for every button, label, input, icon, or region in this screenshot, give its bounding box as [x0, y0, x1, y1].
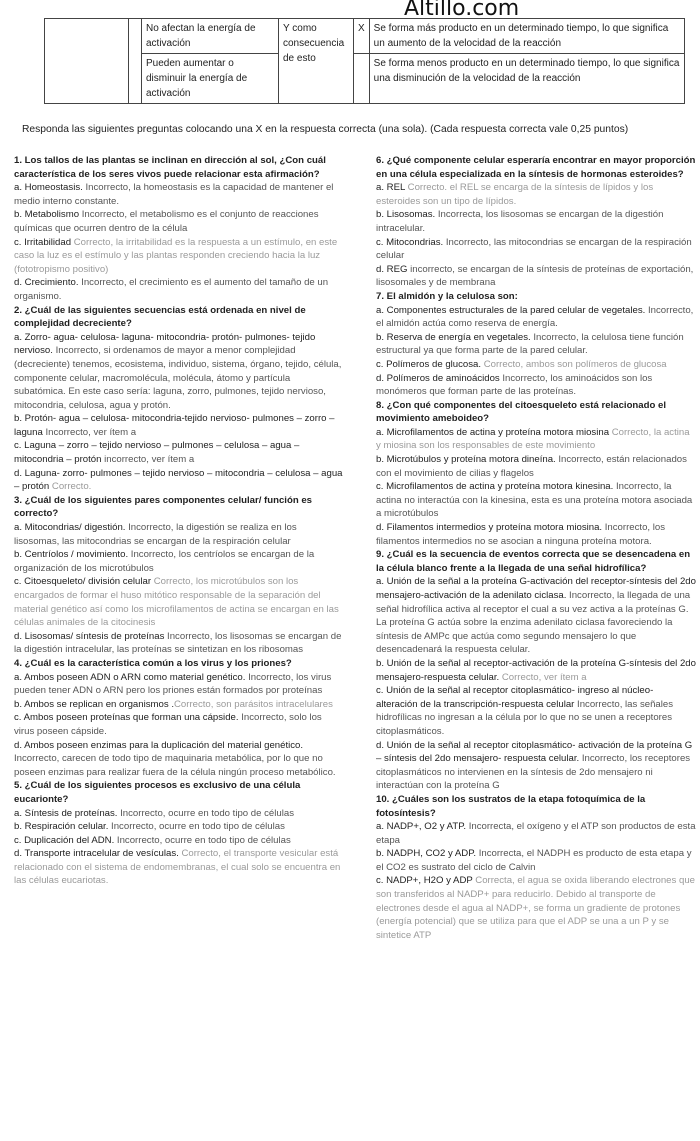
- incorrect-feedback: Incorrecta, el oxígeno y el ATP son productos de esta etapa: [376, 821, 696, 846]
- correct-feedback: Correcto, los microtúbulos son los encargados de formar el huso mitótico responsable de la separación del material genético así como los microfilamentos de actina se encargan en las células animales de la citocinesis: [14, 576, 339, 629]
- option-label: c. Microfilamentos de actina y proteína motora kinesina.: [376, 481, 614, 493]
- incorrect-feedback: Incorrecto, la llegada de una señal hidrofílica activa al receptor el cual a su vez activa a la proteínas G. La proteína G actúa sobre la enzima adenilato ciclasa favoreciendo la síntesis de AMPc que actúa como segundo mensajero lo que desencadenará la respuesta celular.: [376, 590, 691, 656]
- incorrect-feedback: Incorrecto, si ordenamos de mayor a menor complejidad (decreciente) tenemos, ecosistema, individuo, sistema, órgano, tejido, célula, componente celular, macromolécula, molécula, átomo y partícula subatómica. En este caso sería: laguna, zorro, pulmones, tejido nervioso, mitocondria, celulosa, agua y protón.: [14, 345, 342, 411]
- option-label: d. Ambos poseen enzimas para la duplicación del material genético.: [14, 739, 304, 751]
- option-label: a. Zorro- agua- celulosa- laguna- mitocondria- protón- pulmones- tejido nervioso.: [14, 331, 316, 357]
- option-label: b. Respiración celular.: [14, 821, 109, 833]
- option-label: d. Crecimiento.: [14, 277, 79, 289]
- option-label: a. REL: [376, 182, 405, 194]
- incorrect-feedback: incorrecto, se encargan de la síntesis de proteínas de exportación, lisosomales y de membrana: [376, 263, 694, 289]
- option-label: b. Protón- agua – celulosa- mitocondria-tejido nervioso- pulmones – zorro – laguna: [14, 413, 335, 438]
- incorrect-feedback: Incorrecto, la homeostasis es la capacidad de mantener el medio interno constante.: [14, 182, 334, 207]
- answer-option: [14, 834, 344, 848]
- table-cell: Pueden aumentar o disminuir la energía de activación: [142, 54, 279, 104]
- answer-option: [14, 575, 344, 629]
- incorrect-feedback: Incorrecto, la digestión se realiza en los lisosomas, las mitocondrias se encargan de la respiración celular: [14, 522, 297, 547]
- answer-option: [376, 304, 696, 331]
- answer-option: [376, 480, 696, 521]
- option-label: a. Unión de la señal a la proteína G-activación del receptor-síntesis del 2do mensajero-activación de la adenilato ciclasa.: [376, 576, 696, 601]
- incorrect-feedback: Incorrecto, ver ítem a: [42, 426, 137, 438]
- question-text: 1. Los tallos de las plantas se inclinan en dirección al sol, ¿Con cuál característica de los seres vivos puede relacionar esta afirmación?: [14, 155, 326, 180]
- answer-option: [14, 630, 344, 657]
- correct-feedback: Correcto, ambos son polímeros de glucosa: [481, 358, 667, 370]
- right-column: [376, 154, 696, 942]
- answer-option: [376, 684, 696, 738]
- question-text: 9. ¿Cuál es la secuencia de eventos correcta que se desencadena en la célula blanco frente a la llegada de una señal hidrofílica?: [376, 549, 691, 574]
- option-label: d. Filamentos intermedios y proteína motora miosina.: [376, 522, 603, 534]
- table-cell: No afectan la energía de activación: [142, 19, 279, 54]
- table-cell: Y como consecuencia de esto: [279, 19, 354, 104]
- question-text: 10. ¿Cuáles son los sustratos de la etapa fotoquímica de la fotosíntesis?: [376, 793, 646, 819]
- incorrect-feedback: Incorrecto, carecen de todo tipo de maquinaria metabólica, por lo que no poseen enzimas para realizar fuera de la célula ningún proceso metabólico.: [14, 753, 336, 778]
- answer-option: [376, 331, 696, 358]
- option-label: a. Ambos poseen ADN o ARN como material genético.: [14, 671, 246, 683]
- incorrect-feedback: Incorrecto, la celulosa tiene función estructural ya que forma parte de la pared celular.: [376, 331, 684, 357]
- option-label: c. Citoesqueleto/ división celular: [14, 576, 152, 588]
- question-text: 5. ¿Cuál de los siguientes procesos es exclusivo de una célula eucarionte?: [14, 780, 301, 805]
- correct-feedback: Correcta, el agua se oxida liberando electrones que son transferidos al NADP+ para reducirlo. Debido al transporte de electrones desde el agua al NADP+, se forma un gradiente de protones (energía potencial) que se utiliza para que el ADP se una a un P y se sintetice ATP: [376, 875, 695, 941]
- answer-option: [14, 739, 344, 780]
- incorrect-feedback: Incorrecto, ocurre en todo tipo de células: [117, 807, 294, 819]
- incorrect-feedback: Incorrecto, los receptores citoplasmáticos no intervienen en la síntesis de 2do mensajero ni interactúan con la proteína G: [376, 753, 691, 792]
- option-label: d. REG: [376, 263, 408, 275]
- option-label: a. Componentes estructurales de la pared celular de vegetales.: [376, 304, 646, 316]
- instructions: Responda las siguientes preguntas colocando una X en la respuesta correcta (una sola). (Cada respuesta correcta vale 0,25 puntos): [22, 124, 629, 135]
- option-label: b. Unión de la señal al receptor-activación de la proteína G-síntesis del 2do mensajero-respuesta celular.: [376, 657, 696, 683]
- correct-feedback: Correcto, son parásitos intracelulares: [173, 698, 333, 710]
- option-label: d. Lisosomas/ síntesis de proteínas: [14, 630, 165, 642]
- answer-option: [14, 548, 344, 575]
- answer-option: [376, 575, 696, 657]
- option-label: b. Lisosomas.: [376, 209, 436, 221]
- incorrect-feedback: Incorrecto, los lisosomas se encargan de la digestión intracelular, las proteínas se sintetizan en los ribosomas: [14, 630, 342, 656]
- option-label: c. NADP+, H2O y ADP: [376, 875, 473, 887]
- correct-feedback: Correcto, el transporte vesicular está relacionado con el sistema de endomembranas, el cual solo se encuentra en las células eucariotas.: [14, 848, 341, 887]
- option-label: a. NADP+, O2 y ATP.: [376, 821, 467, 833]
- question-text: 4. ¿Cuál es la característica común a los virus y los priones?: [14, 657, 292, 669]
- incorrect-feedback: Incorrecta, el NADPH es producto de esta etapa y el CO2 es sustrato del ciclo de Calvin: [376, 848, 692, 873]
- incorrect-feedback: Incorrecto, las señales hidrofílicas no ingresan a la célula por lo que no se unen a receptores citoplasmáticos.: [376, 698, 674, 737]
- incorrect-feedback: Incorrecto, ocurre en todo tipo de células: [108, 821, 285, 833]
- incorrect-feedback: Incorrecto, el metabolismo es el conjunto de reacciones químicas que ocurren dentro de la célula: [14, 209, 319, 234]
- option-label: c. Ambos poseen proteínas que forman una cápside.: [14, 712, 239, 724]
- correct-feedback: Correcto, la irritabilidad es la respuesta a un estímulo, en este caso la luz es el estímulo y las plantas responden creciendo hacia la luz (fototropismo positivo): [14, 236, 338, 275]
- answer-option: [14, 276, 344, 303]
- answer-option: [376, 208, 696, 235]
- answer-option: [376, 847, 696, 874]
- answer-option: [376, 358, 696, 372]
- incorrect-feedback: Incorrecto, las mitocondrias se encargan de la respiración celular: [376, 236, 692, 262]
- incorrect-feedback: Incorrecto, el almidón actúa como reserva de energía.: [376, 304, 694, 330]
- question-text: 7. El almidón y la celulosa son:: [376, 290, 518, 302]
- incorrect-feedback: Incorrecto, los virus pueden tener ADN o ARN pero los priones están formados por proteínas: [14, 671, 332, 697]
- answer-option: [14, 698, 344, 712]
- answer-option: [376, 181, 696, 208]
- table-row: [45, 19, 685, 54]
- option-label: b. Ambos se replican en organismos .: [14, 698, 174, 710]
- option-label: c. Irritabilidad: [14, 236, 72, 248]
- answer-option: [376, 657, 696, 684]
- answer-option: [376, 739, 696, 793]
- answer-option: [376, 372, 696, 399]
- answer-option: [14, 208, 344, 235]
- left-column: [14, 154, 344, 888]
- answer-option: [14, 711, 344, 738]
- incorrect-feedback: Incorrecto, ocurre en todo tipo de células: [114, 834, 291, 846]
- incorrect-feedback: Incorrecto, los filamentos intermedios no se asocian a ninguna proteína motora.: [376, 522, 666, 547]
- enzyme-table: [44, 18, 685, 104]
- option-label: a. Microfilamentos de actina y proteína motora miosina: [376, 426, 610, 438]
- option-label: b. Centríolos / movimiento.: [14, 549, 129, 561]
- incorrect-feedback: Incorrecta, los lisosomas se encargan de la digestión intracelular.: [376, 209, 664, 234]
- table-cell: [129, 19, 142, 104]
- correct-feedback: Correcto, ver ítem a: [499, 671, 587, 683]
- answer-option: [376, 426, 696, 453]
- watermark: Altillo.com: [404, 0, 520, 21]
- question-text: 2. ¿Cuál de las siguientes secuencias está ordenada en nivel de complejidad decreciente?: [14, 304, 306, 330]
- correct-feedback: Correcto. el REL se encarga de la síntesis de lípidos y los esteroides son un tipo de lípidos.: [376, 182, 654, 207]
- option-label: b. NADPH, CO2 y ADP.: [376, 848, 477, 860]
- table-mark-cell: [354, 54, 370, 104]
- answer-option: [14, 847, 344, 888]
- option-label: a. Mitocondrias/ digestión.: [14, 522, 126, 534]
- option-label: d. Transporte intracelular de vesículas.: [14, 848, 179, 860]
- answer-option: [14, 467, 344, 494]
- incorrect-feedback: incorrecto, ver ítem a: [101, 454, 195, 466]
- incorrect-feedback: Incorrecto, están relacionados con el movimiento de cilias y flagelos: [376, 454, 687, 479]
- option-label: b. Reserva de energía en vegetales.: [376, 331, 531, 343]
- answer-option: [14, 236, 344, 277]
- answer-option: [14, 671, 344, 698]
- option-label: d. Laguna- zorro- pulmones – tejido nervioso – mitocondria – celulosa – agua – protón: [14, 467, 343, 493]
- option-label: d. Unión de la señal al receptor citoplasmático- activación de la proteína G – síntesis del 2do mensajero- respuesta celular.: [376, 739, 693, 765]
- answer-option: [376, 236, 696, 263]
- table-cell: [45, 19, 129, 104]
- answer-option: [376, 453, 696, 480]
- question-text: 8. ¿Con qué componentes del citoesqueleto está relacionado el movimiento ameboideo?: [376, 399, 667, 425]
- answer-option: [14, 439, 344, 466]
- table-mark-cell: X: [354, 19, 370, 54]
- option-label: d. Polímeros de aminoácidos: [376, 372, 500, 384]
- answer-option: [376, 820, 696, 847]
- answer-option: [14, 820, 344, 834]
- option-label: c. Polímeros de glucosa.: [376, 358, 482, 370]
- answer-option: [14, 331, 344, 413]
- answer-option: [14, 412, 344, 439]
- option-label: c. Mitocondrias.: [376, 236, 444, 248]
- table-cell: Se forma más producto en un determinado tiempo, lo que significa un aumento de la velocidad de la reacción: [369, 19, 684, 54]
- correct-feedback: Correcto.: [49, 481, 92, 493]
- incorrect-feedback: Incorrecto, los centríolos se encargan de la organización de los microtúbulos: [14, 549, 315, 574]
- incorrect-feedback: Incorrecto, solo los virus poseen cápside.: [14, 712, 322, 737]
- correct-feedback: Correcto, la actina y miosina son los responsables de este movimiento: [376, 426, 690, 452]
- answer-option: [376, 521, 696, 548]
- incorrect-feedback: Incorrecto, la actina no interactúa con la kinesina, esta es una proteína motora asociada a microtúbulos: [376, 481, 693, 520]
- option-label: c. Laguna – zorro – tejido nervioso – pulmones – celulosa – agua – mitocondria – protón: [14, 440, 300, 466]
- option-label: b. Microtúbulos y proteína motora dineína.: [376, 454, 556, 466]
- incorrect-feedback: Incorrecto, los aminoácidos son los monómeros que forman parte de las proteínas.: [376, 372, 653, 398]
- answer-option: [376, 874, 696, 942]
- answer-option: [14, 181, 344, 208]
- table-cell: Se forma menos producto en un determinado tiempo, lo que significa una disminución de la velocidad de la reacción: [369, 54, 684, 104]
- answer-option: [14, 521, 344, 548]
- option-label: c. Unión de la señal al receptor citoplasmático- ingreso al núcleo- alteración de la transcripción-respuesta celular: [376, 685, 654, 710]
- incorrect-feedback: Incorrecto, el crecimiento es el aumento del tamaño de un organismo.: [14, 277, 329, 302]
- answer-option: [376, 263, 696, 290]
- option-label: b. Metabolismo: [14, 209, 80, 221]
- question-text: 6. ¿Qué componente celular esperaría encontrar en mayor proporción en una célula especializada en la síntesis de hormonas esteroides?: [376, 155, 696, 180]
- option-label: c. Duplicación del ADN.: [14, 834, 115, 846]
- option-label: a. Homeostasis.: [14, 182, 83, 194]
- option-label: a. Síntesis de proteínas.: [14, 807, 118, 819]
- question-text: 3. ¿Cuál de los siguientes pares componentes celular/ función es correcto?: [14, 494, 313, 520]
- answer-option: [14, 807, 344, 821]
